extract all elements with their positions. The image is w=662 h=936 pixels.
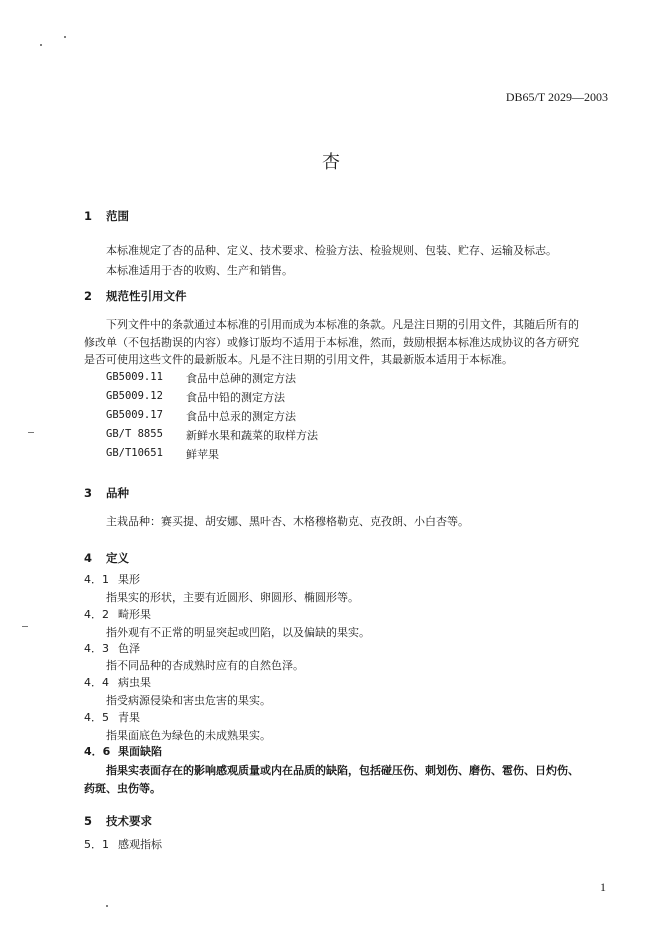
definition-4-3-heading [84, 640, 140, 656]
section-4-heading [84, 550, 129, 566]
definition-4-6-text-line-1: 指果实表面存在的影响感观质量或内在品质的缺陷，包括碰压伤、刺划伤、磨伤、雹伤、日灼伤、 [106, 764, 579, 777]
scan-speck [106, 905, 108, 907]
subsection-number: 4．5 [84, 711, 109, 724]
reference-title: 食品中总砷的测定方法 [186, 372, 296, 385]
reference-code: GB/T10651 [106, 447, 163, 459]
section-1-heading [84, 208, 129, 224]
margin-mark [28, 432, 34, 433]
reference-code: GB5009.11 [106, 371, 163, 383]
section-number: 4 [84, 551, 93, 565]
definition-term: 青果 [118, 711, 140, 724]
section-1-para-1: 本标准规定了杏的品种、定义、技术要求、检验方法、检验规则、包装、贮存、运输及标志。 [106, 244, 557, 257]
definition-term: 果形 [118, 573, 140, 586]
definition-term: 果面缺陷 [118, 745, 162, 758]
definition-4-5-text: 指果面底色为绿色的未成熟果实。 [106, 729, 271, 742]
standard-number: DB65/T 2029—2003 [505, 90, 608, 104]
section-number: 1 [84, 209, 93, 223]
definition-term: 色泽 [118, 642, 140, 655]
definition-4-2-text: 指外观有不正常的明显突起或凹陷，以及偏缺的果实。 [106, 626, 370, 639]
definition-4-4-heading [84, 674, 151, 690]
reference-title: 食品中总汞的测定方法 [186, 410, 296, 423]
section-title: 品种 [106, 486, 129, 500]
section-title: 技术要求 [106, 814, 152, 828]
margin-mark [22, 626, 28, 627]
definition-term: 畸形果 [118, 608, 151, 621]
definition-4-6-text-line-2: 药斑、虫伤等。 [84, 782, 161, 795]
subsection-number: 4．4 [84, 676, 109, 689]
definition-4-6-heading [84, 743, 162, 759]
page-number: 1 [600, 880, 606, 894]
section-5-heading [84, 813, 152, 829]
scan-speck [40, 44, 42, 46]
reference-title: 鲜苹果 [186, 448, 219, 461]
subsection-number: 5．1 [84, 838, 109, 851]
definition-4-2-heading [84, 606, 151, 622]
section-title: 规范性引用文件 [106, 289, 187, 303]
section-3-heading [84, 485, 129, 501]
definition-4-5-heading [84, 709, 140, 725]
definition-4-3-text: 指不同品种的杏成熟时应有的自然色泽。 [106, 659, 304, 672]
section-2-heading [84, 288, 187, 304]
section-2-line-2: 修改单（不包括勘误的内容）或修订版均不适用于本标准，然而，鼓励根据本标准达成协议的各方研究 [84, 336, 579, 349]
section-title: 定义 [106, 551, 129, 565]
document-title: 杏 [322, 152, 340, 173]
subsection-title: 感观指标 [118, 838, 162, 851]
subsection-number: 4．6 [84, 745, 111, 758]
reference-code: GB5009.12 [106, 390, 163, 402]
definition-4-1-text: 指果实的形状，主要有近圆形、卵圆形、椭圆形等。 [106, 591, 359, 604]
reference-code: GB/T 8855 [106, 428, 163, 440]
definition-4-1-heading [84, 571, 140, 587]
reference-code: GB5009.17 [106, 409, 163, 421]
section-1-para-2: 本标准适用于杏的收购、生产和销售。 [106, 264, 293, 277]
section-2-line-1: 下列文件中的条款通过本标准的引用而成为本标准的条款。凡是注日期的引用文件，其随后所有的 [106, 318, 579, 331]
section-number: 2 [84, 289, 93, 303]
scan-speck [64, 36, 66, 38]
subsection-number: 4．1 [84, 573, 109, 586]
section-2-line-3: 是否可使用这些文件的最新版本。凡是不注日期的引用文件，其最新版本适用于本标准。 [84, 353, 513, 366]
reference-title: 食品中铅的测定方法 [186, 391, 285, 404]
section-title: 范围 [106, 209, 129, 223]
section-number: 5 [84, 814, 93, 828]
definition-term: 病虫果 [118, 676, 151, 689]
section-3-para-1: 主栽品种：赛买提、胡安娜、黑叶杏、木格穆格勒克、克孜朗、小白杏等。 [106, 515, 469, 528]
subsection-5-1-heading [84, 836, 162, 852]
subsection-number: 4．2 [84, 608, 109, 621]
section-number: 3 [84, 486, 93, 500]
reference-title: 新鲜水果和蔬菜的取样方法 [186, 429, 318, 442]
definition-4-4-text: 指受病源侵染和害虫危害的果实。 [106, 694, 271, 707]
subsection-number: 4．3 [84, 642, 109, 655]
